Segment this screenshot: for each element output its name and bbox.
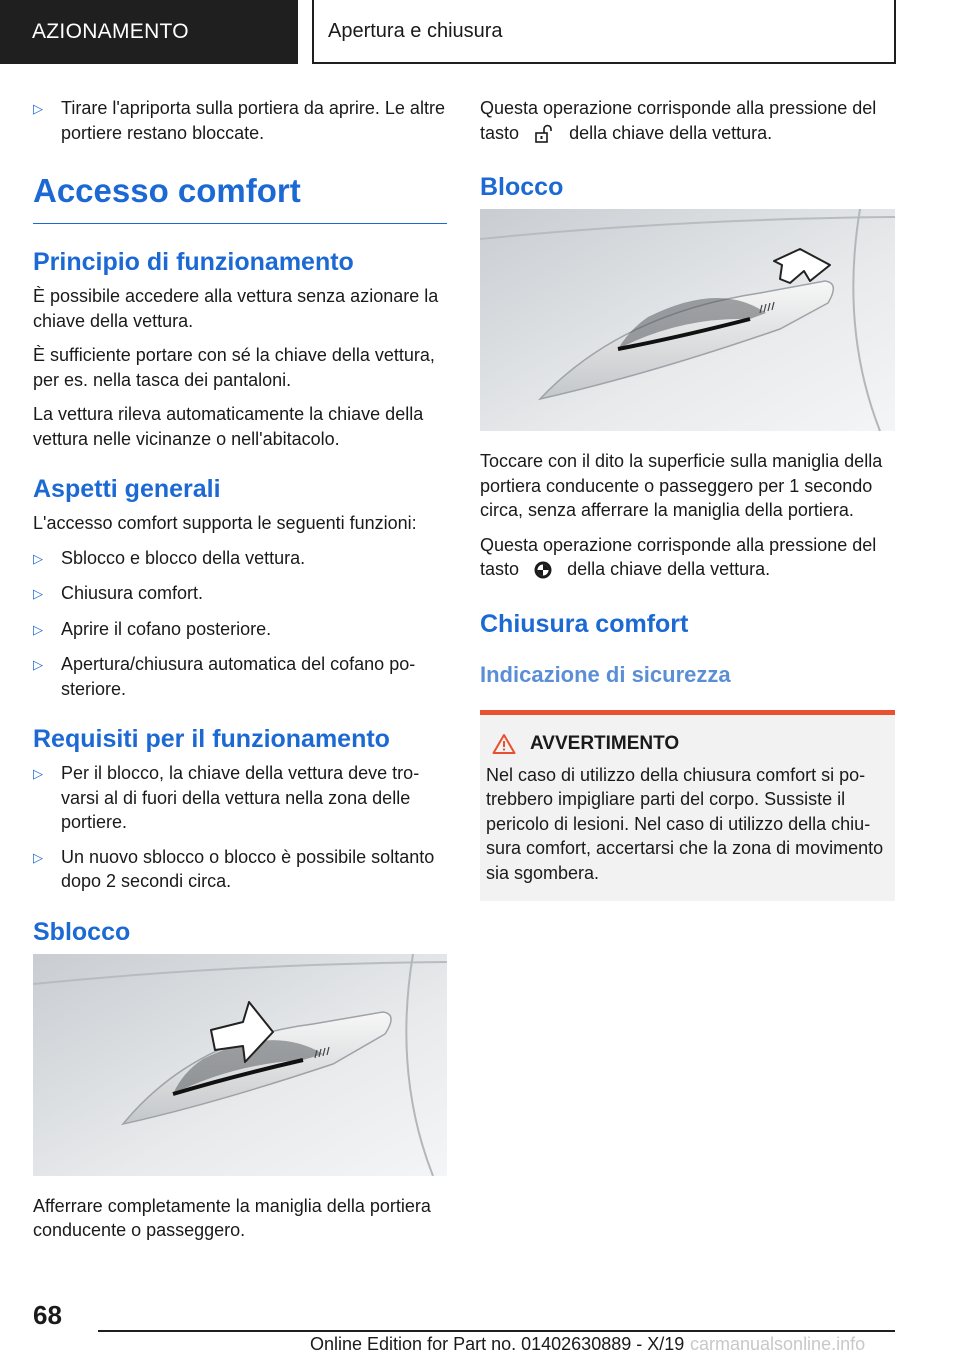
triangle-bullet-icon: ▷ bbox=[33, 849, 43, 865]
paragraph: È sufficiente portare con sé la chiave della vettura, per es. nella tasca dei pantaloni. bbox=[33, 345, 435, 390]
list-item: ▷ Per il blocco, la chiave della vettura deve trovarsi al di fuori della vettura nella zona delle portiere. bbox=[33, 761, 447, 835]
section-title: AZIONAMENTO bbox=[32, 20, 189, 43]
paragraph: La vettura rileva automaticamente la chiave della vettura nelle vicinanze o nell'abitacolo. bbox=[33, 404, 424, 449]
warning-triangle-icon bbox=[492, 733, 516, 755]
bmw-logo-icon bbox=[534, 561, 552, 579]
chapter-tab bbox=[312, 0, 896, 64]
triangle-bullet-icon: ▷ bbox=[33, 657, 43, 672]
subsection-heading: Principio di funzionamento bbox=[33, 248, 354, 276]
list-item: ▷ Un nuovo sblocco o blocco è possibile soltanto dopo 2 secondi circa. bbox=[33, 845, 447, 894]
section-heading: Accesso comfort bbox=[33, 171, 447, 224]
warning-text: Nel caso di utilizzo della chiusura comfort si potrebbero impigliare parti del corpo. Sussiste il pericolo di lesioni. Nel caso di utilizzo della chiusura comfort, accertarsi che la zona di movimento sia sgombera. bbox=[486, 764, 884, 883]
image-caption: Toccare con il dito la superficie sulla maniglia della portiera conducente o passeggero per 1 secondo circa, senza afferrare la maniglia della portiera. bbox=[480, 451, 883, 520]
section-tab bbox=[0, 0, 298, 64]
chapter-title: Apertura e chiusura bbox=[328, 19, 503, 42]
door-handle-lock-image bbox=[480, 209, 895, 431]
image-caption: Afferrare completamente la maniglia della portiera conducente o passeggero. bbox=[33, 1195, 431, 1240]
subsection-heading: Sblocco bbox=[33, 917, 131, 946]
paragraph: È possibile accedere alla vettura senza azionare la chiave della vettura. bbox=[33, 286, 439, 331]
footer-edition: Online Edition for Part no. 01402630889 - X/19 bbox=[310, 1334, 685, 1354]
left-column bbox=[33, 96, 447, 1253]
warning-header bbox=[486, 733, 887, 755]
unlock-icon bbox=[534, 124, 554, 144]
triangle-bullet-icon: ▷ bbox=[33, 766, 43, 781]
triangle-bullet-icon: ▷ bbox=[33, 586, 43, 601]
warning-box bbox=[480, 715, 895, 902]
subsection-heading: Blocco bbox=[480, 173, 564, 201]
subsection-heading: Requisiti per il funzionamento bbox=[33, 725, 390, 753]
list-item: ▷ Aprire il cofano posteriore. bbox=[33, 617, 447, 643]
subsection-heading: Aspetti generali bbox=[33, 475, 221, 503]
subsubsection-heading: Indicazione di sicurezza bbox=[480, 661, 731, 687]
triangle-bullet-icon: ▷ bbox=[33, 550, 43, 566]
watermark: carmanualsonline.info bbox=[690, 1334, 866, 1354]
list-item: ▷ Sblocco e blocco della vettura. bbox=[33, 546, 447, 572]
page-number: 68 bbox=[33, 1300, 62, 1330]
right-column bbox=[480, 96, 895, 901]
paragraph: Questa operazione corrisponde alla pressione del tasto della chiave della vettura. bbox=[480, 534, 877, 579]
triangle-bullet-icon: ▷ bbox=[33, 621, 43, 637]
door-handle-unlock-image bbox=[33, 954, 447, 1176]
warning-title: AVVERTIMENTO bbox=[530, 732, 680, 754]
list-item: ▷ Tirare l'apriporta sulla portiera da aprire. Le altre portiere restano bloccate. bbox=[33, 96, 447, 145]
paragraph: L'accesso comfort supporta le seguenti funzioni: bbox=[33, 513, 417, 533]
triangle-bullet-icon: ▷ bbox=[33, 101, 43, 116]
list-item: ▷ Apertura/chiusura automatica del cofano posteriore. bbox=[33, 652, 447, 701]
list-item: ▷ Chiusura comfort. bbox=[33, 581, 447, 607]
paragraph: Questa operazione corrisponde alla pressione del tasto della chiave della vettura. bbox=[480, 98, 877, 143]
footer-divider bbox=[98, 1330, 895, 1332]
subsection-heading: Chiusura comfort bbox=[480, 609, 689, 638]
